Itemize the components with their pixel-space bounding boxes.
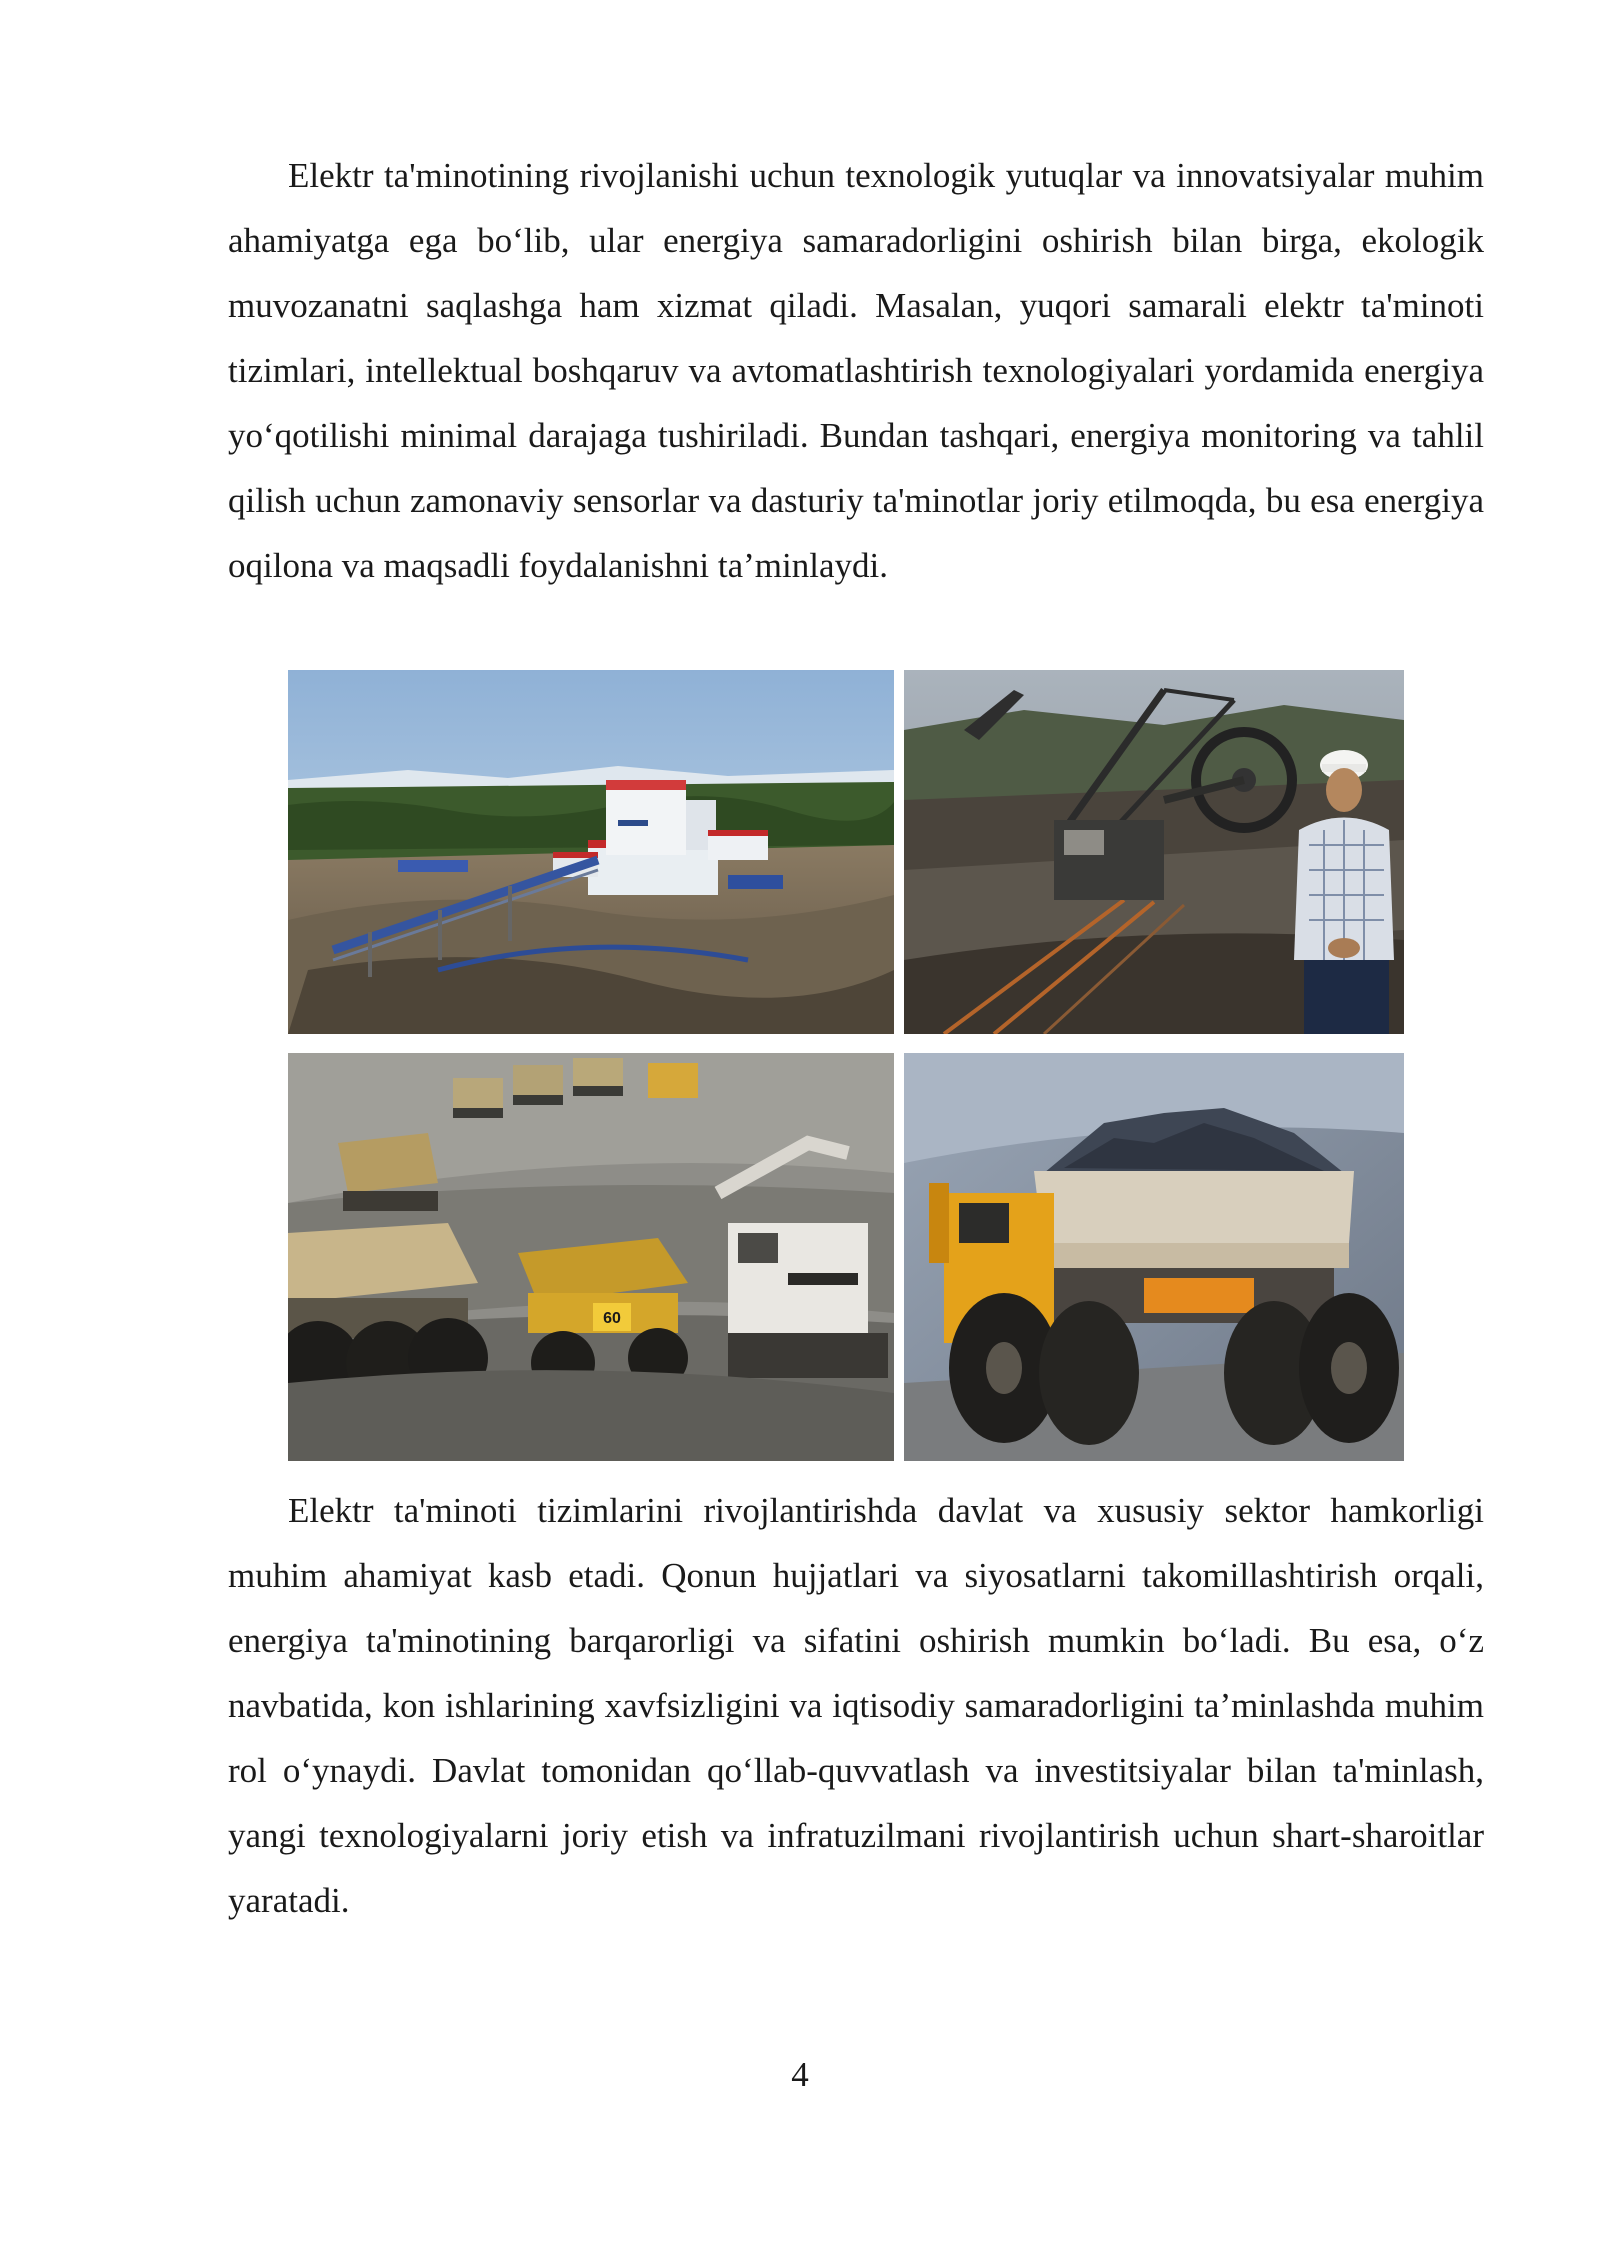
page-number: 4 xyxy=(791,2055,809,2094)
paragraph-energy-technology: Elektr ta'minotining rivojlanishi uchun texnologik yutuqlar va innovatsiyalar muhim ahamiyatga ega bo‘lib, ular energiya samaradorligini oshirish bilan birga, ekologik muvozanatni saqlashga ham xizmat qiladi. Masalan, yuqori samarali elektr ta'minoti tizimlari, intellektual boshqaruv va avtomatlashtirish texnologiyalari yordamida energiya yo‘qotilishi minimal darajaga tushiriladi. Bundan tashqari, energiya monitoring va tahlil qilish uchun zamonaviy sensorlar va dasturiy ta'minotlar joriy etilmoqda, bu esa energiya oqilona va maqsadli foydalanishni ta’minlaydi. xyxy=(228,156,1484,585)
photo-loaded-dump-truck xyxy=(904,1053,1404,1461)
paragraph-public-private-partnership: Elektr ta'minoti tizimlarini rivojlantirishda davlat va xususiy sektor hamkorligi muhim ahamiyat kasb etadi. Qonun hujjatlari va siyosatlarni takomillashtirish orqali, energiya ta'minotining barqarorligi va sifatini oshirish mumkin bo‘ladi. Bu esa, o‘z navbatida, kon ishlarining xavfsizligini va iqtisodiy samaradorligini ta’minlashda muhim rol o‘ynaydi. Davlat tomonidan qo‘llab-quvvatlash va investitsiyalar bilan ta'minlash, yangi texnologiyalarni joriy etish va infratuzilmani rivojlantirish uchun shart-sharoitlar yaratadi. xyxy=(228,1491,1484,1920)
photo-haul-trucks-quarry xyxy=(288,1053,894,1461)
mining-photo-collage xyxy=(288,670,1404,1461)
photo-mine-processing-plant xyxy=(288,670,894,1034)
photo-bucket-wheel-excavator xyxy=(904,670,1404,1034)
truck-number-label: 60 xyxy=(603,1310,621,1327)
